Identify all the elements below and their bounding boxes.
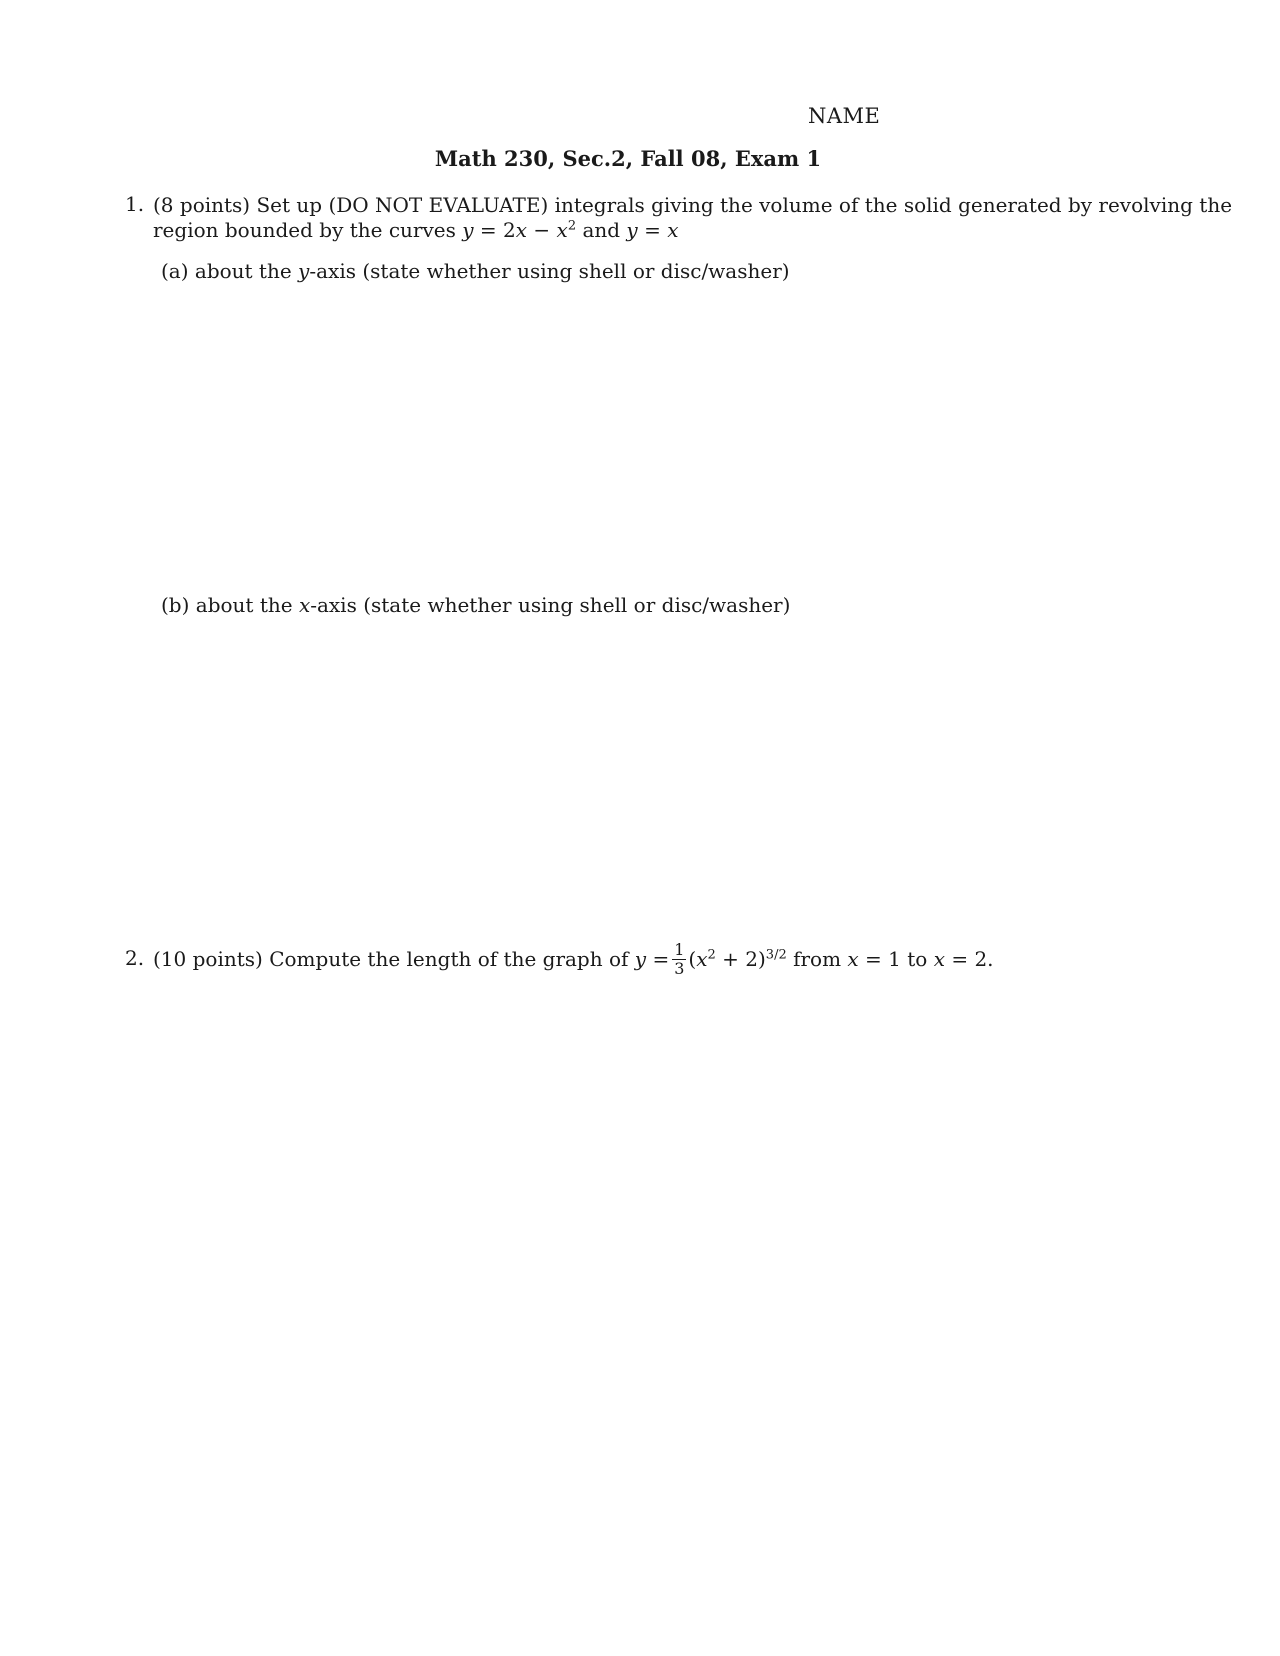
q2-outer-exponent: 3/2 [765,947,787,963]
part-b-axis-var: x [298,593,311,617]
question-1-region-text: region bounded by the curves [153,218,456,242]
q2-from: from [793,947,842,971]
q2-fraction [672,941,686,978]
q2-to-val: = 2. [951,947,994,971]
part-a-text-after: -axis (state whether using shell or disc/washer) [309,259,790,283]
question-1-points: (8 points) [153,193,251,217]
question-1-part-a [161,258,790,284]
q2-var: x [696,947,708,971]
part-b-text-after: -axis (state whether using shell or disc/washer) [310,593,791,617]
curve-1-x: x [515,218,528,242]
curve-2-eq: = [644,218,661,242]
q2-to: to [907,947,928,971]
q2-paren-open: ( [688,947,697,971]
q2-eq: = [652,947,670,971]
curve-1-x2: x [556,218,568,242]
part-a-label: (a) [161,259,189,283]
part-b-label: (b) [161,593,190,617]
q2-var-exponent: 2 [707,947,716,963]
q2-from-val: = 1 [865,947,901,971]
question-2-text: Compute the length of the graph of [269,947,629,971]
question-2-points: (10 points) [153,947,263,971]
curve-2-rhs: x [667,218,679,242]
question-1-intro: Set up (DO NOT EVALUATE) integrals giving the volume of the solid generated by revolving the [256,193,1233,217]
question-1-line-1 [153,192,1232,218]
curve-1-minus: − [533,218,551,242]
part-a-axis-var: y [298,259,310,283]
curve-2-lhs: y [626,218,638,242]
question-2-line [153,934,994,984]
curve-1-eq: = 2 [479,218,516,242]
question-2-number: 2. [125,946,145,970]
question-1-part-b [161,592,790,618]
part-a-text-before: about the [194,259,292,283]
question-1-number: 1. [125,192,145,216]
curve-1-exponent: 2 [567,218,577,234]
q2-from-var: x [847,947,859,971]
question-1-line-2 [153,217,679,243]
exam-title: Math 230, Sec.2, Fall 08, Exam 1 [434,146,822,171]
q2-to-var: x [933,947,945,971]
q2-fraction-numerator: 1 [674,940,685,959]
part-b-text-before: about the [195,593,293,617]
q2-fraction-denominator: 3 [674,959,685,978]
curve-1-lhs: y [462,218,474,242]
and-text: and [582,218,621,242]
q2-plus-two: + 2) [722,947,766,971]
q2-lhs: y [634,947,647,971]
name-label: NAME [808,104,881,128]
